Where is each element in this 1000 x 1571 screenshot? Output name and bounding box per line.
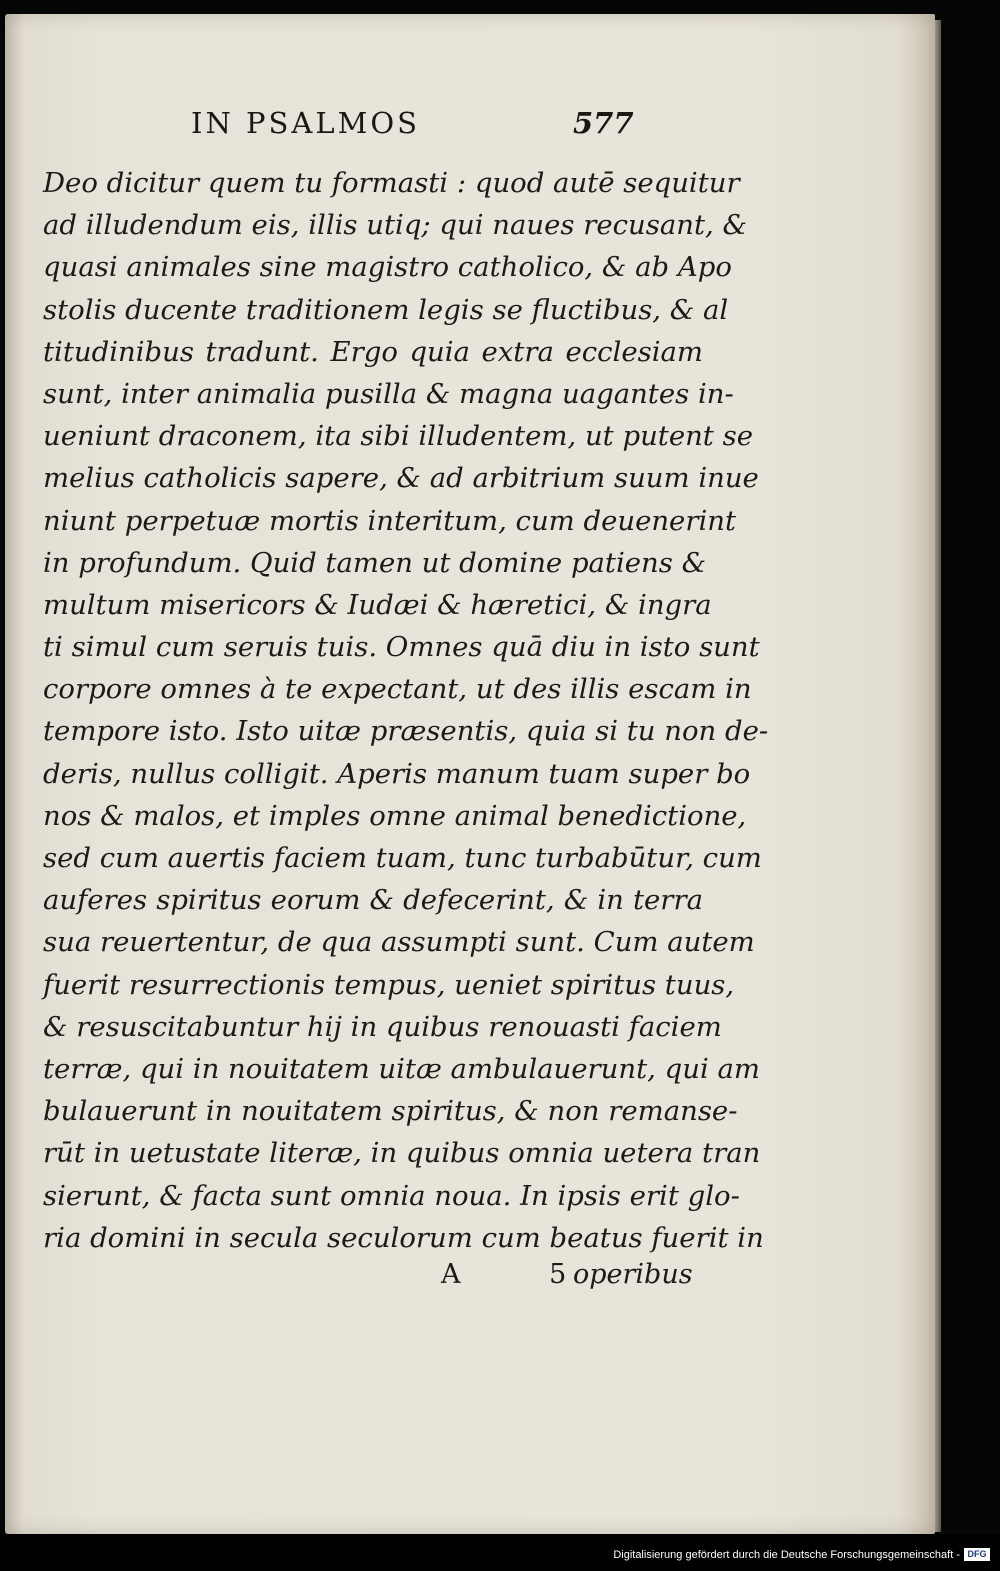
- text-line: deris, nullus colligit. Aperis manum tuam super bo: [43, 757, 751, 790]
- text-line: auferes spiritus eorum & defecerint, & in terra: [43, 884, 703, 917]
- text-line: nos & malos, et imples omne animal benedictione,: [43, 799, 747, 832]
- text-line: terræ, qui in nouitatem uitæ ambulauerunt, qui am: [43, 1052, 760, 1085]
- page-foot: [5, 1259, 935, 1303]
- text-line: sua reuertentur, de qua assumpti sunt. Cum autem: [43, 926, 755, 959]
- text-line: Deo dicitur quem tu formasti : quod autē sequitur: [43, 167, 740, 199]
- text-line: in profundum. Quid tamen ut domine patiens &: [43, 546, 707, 579]
- text-line: fuerit resurrectionis tempus, ueniet spiritus tuus,: [43, 968, 735, 1001]
- funding-credit: Digitalisierung gefördert durch die Deutsche Forschungsgemeinschaft -: [613, 1549, 960, 1561]
- book-page: [5, 14, 935, 1534]
- text-line: & resuscitabuntur hij in quibus renouasti faciem: [43, 1010, 722, 1043]
- text-line: rūt in uetustate literæ, in quibus omnia uetera tran: [43, 1137, 761, 1170]
- text-line: bulauerunt in nouitatem spiritus, & non remanse-: [43, 1095, 738, 1128]
- text-line: ad illudendum eis, illis utiq; qui naues recusant, &: [43, 209, 747, 242]
- text-line: ria domini in secula seculorum cum beatus fuerit in: [43, 1221, 764, 1254]
- text-line: melius catholicis sapere, & ad arbitrium suum inue: [43, 462, 759, 495]
- text-line: sunt, inter animalia pusilla & magna uagantes in-: [43, 377, 734, 410]
- text-line: sierunt, & facta sunt omnia noua. In ipsis erit glo-: [43, 1179, 740, 1212]
- page-number: 577: [573, 106, 634, 140]
- page-header: [5, 106, 935, 154]
- text-line: sed cum auertis faciem tuam, tunc turbabūtur, cum: [43, 842, 762, 874]
- digitization-footer: [0, 1534, 1000, 1571]
- body-text: [43, 162, 769, 1259]
- text-line: niunt perpetuæ mortis interitum, cum deuenerint: [43, 504, 737, 537]
- page-edge: [935, 20, 941, 1532]
- text-line: corpore omnes à te expectant, ut des illis escam in: [43, 673, 752, 706]
- running-title: IN PSALMOS: [191, 106, 420, 140]
- catchword: operibus: [573, 1259, 693, 1290]
- text-line: ti simul cum seruis tuis. Omnes quā diu in isto sunt: [43, 631, 760, 664]
- signature-mark: A 5: [441, 1259, 607, 1290]
- text-line: multum misericors & Iudæi & hæretici, & ingra: [43, 588, 712, 621]
- text-line: tempore isto. Isto uitæ præsentis, quia si tu non de-: [43, 715, 769, 748]
- text-line: stolis ducente traditionem legis se fluctibus, & al: [43, 293, 729, 326]
- text-line: ueniunt draconem, ita sibi illudentem, ut putent se: [43, 420, 753, 453]
- text-line: titudinibus tradunt. Ergo quia extra ecclesiam: [43, 335, 703, 368]
- text-line: quasi animales sine magistro catholico, & ab Apo: [43, 251, 732, 284]
- dfg-logo: DFG: [964, 1548, 990, 1561]
